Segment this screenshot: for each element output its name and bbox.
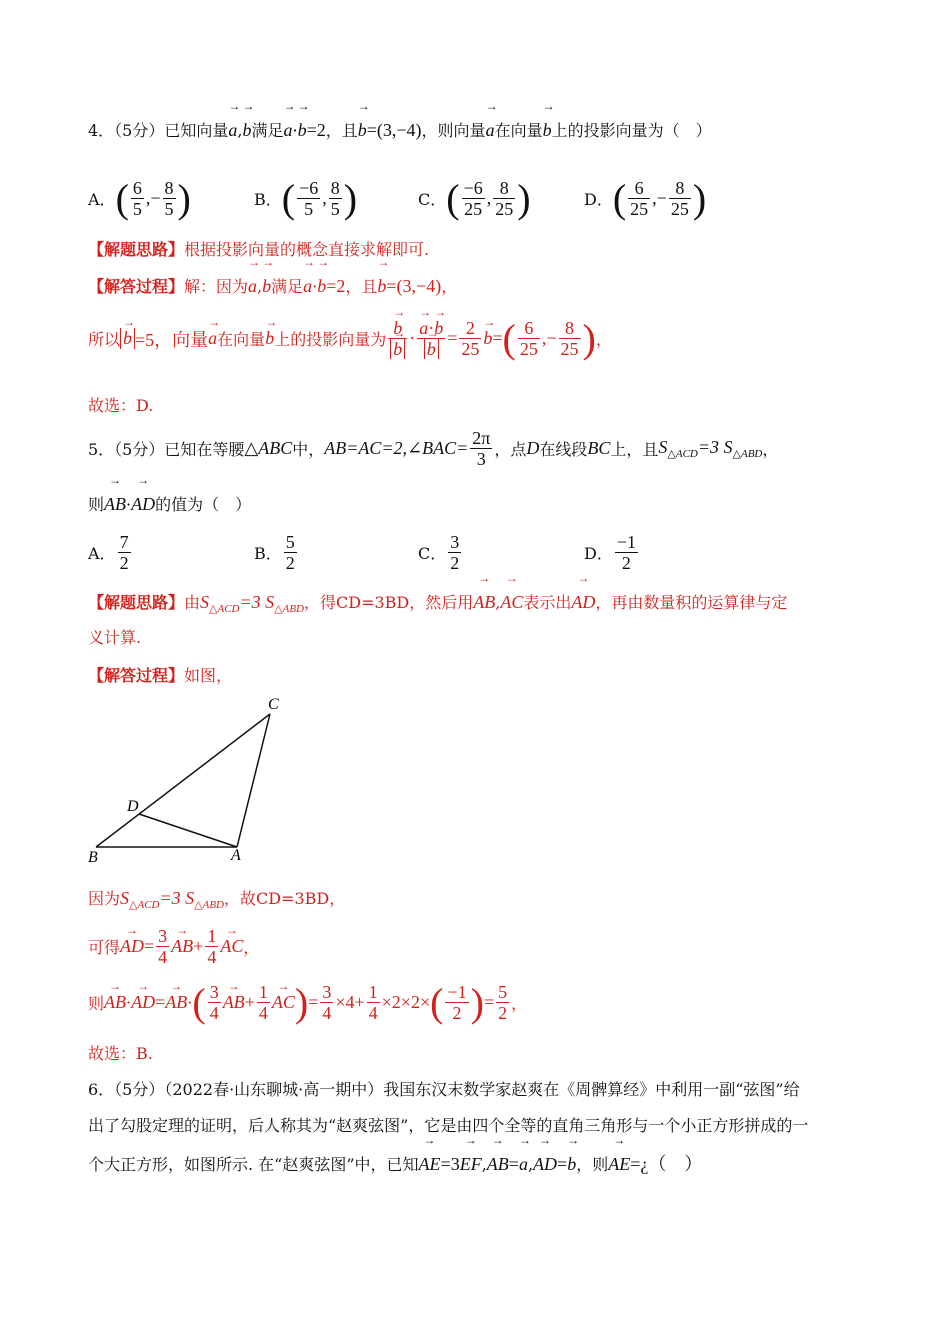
q5-option-a: A． $\frac{7}{2}$ [88, 532, 129, 573]
segment-bc [96, 714, 270, 847]
q5-idea: 【解题思路】由$S_{\triangle ACD}=3$ $S_{\triangle ABD}$，得CD=3BD，然后用→ AB,→ AC表示出→ AD，再由数量积的运算律与定 [88, 584, 868, 627]
q4-answer: 故选：D. [88, 396, 154, 415]
q5-process: 【解答过程】如图， [88, 666, 233, 685]
segment-ac [237, 714, 270, 847]
q4-process-1: 【解答过程】解：因为→ a,→ b满足→ a·→ b=2，且→ b=(3,−4)， [88, 268, 868, 305]
q4-option-a: A． ( $\frac{6}{5}$ ,− $\frac{8}{5}$ ) [88, 175, 191, 221]
q5-answer: 故选：B. [88, 1044, 153, 1063]
label-c: C [268, 696, 279, 713]
q6-stem-2: 出了勾股定理的证明，后人称其为“赵爽弦图”，它是由四个全等的直角三角形与一个小正方形拼成的一 [88, 1116, 809, 1135]
q5-stem-2: 则→ AB·→ AD的值为（ ） [88, 486, 868, 523]
triangle-figure [80, 690, 300, 870]
q5-step-3: 则 → AB · → AD = → AB · ( $\frac{3}{4}$ → AB + $\frac{1}{4}$ → AC ) = $\frac{3}{4}$ ×4+ $\frac{1}{4}$ ×2×2× ( $\frac{-1}{2}$ ) = $\frac{5}{2}$ ， [88, 982, 527, 1023]
q4-idea: 【解题思路】根据投影向量的概念直接求解即可. [88, 240, 430, 259]
q5-option-d: D． $\frac{-1}{2}$ [584, 532, 636, 573]
q4-option-b: B． ( $\frac{-6}{5}$ , $\frac{8}{5}$ ) [254, 175, 358, 221]
label-b: B [88, 849, 98, 866]
q6-stem-1: 6．（5分）（2022春·山东聊城·高一期中）我国东汉末数学家赵爽在《周髀算经》中利用一副“弦图”给 [88, 1080, 800, 1099]
q4-option-d: D． ( $\frac{6}{25}$ ,− $\frac{8}{25}$ ) [584, 175, 707, 221]
q5-step-2: 可得 → AD = $\frac{3}{4}$ → AB + $\frac{1}{4}$ → AC ， [88, 926, 259, 967]
segment-ad [139, 814, 237, 847]
q5-stem: 5．（5分）已知在等腰 △ABC 中， AB=AC=2,∠BAC= $\frac{2\pi}{3}$ ，点 D 在线段 BC 上，且 $S_{\triangle ACD}=3$ $S_{\triangle ABD}$ ， [88, 428, 779, 469]
q5-option-c: C． $\frac{3}{2}$ [418, 532, 460, 573]
label-d: D [127, 798, 139, 815]
label-a: A [231, 847, 241, 864]
q5-step-1: 因为$S_{\triangle ACD}=3$ $S_{\triangle ABD}$，故CD=3BD， [88, 888, 346, 911]
q4-stem: 4．（5分）已知向量→ a,→ b满足→ a·→ b=2，且→ b=(3,−4)，则向量→ a在向量→ b上的投影向量为（ ） [88, 112, 868, 149]
q4-process-2: 所以 → b =5，向量 → a 在向量 → b 上的投影向量为 → b → b · → a·→ b → b = $\frac{2}{25}$ → b = ( $\frac{6}{25}$ ,− $\frac{8}{25}$ ) ， [88, 318, 612, 359]
q5-idea-2: 义计算. [88, 628, 142, 647]
q4-option-c: C． ( $\frac{-6}{25}$ , $\frac{8}{25}$ ) [418, 175, 531, 221]
q5-option-b: B． $\frac{5}{2}$ [254, 532, 295, 573]
q6-stem-3: 个大正方形，如图所示. 在“赵爽弦图”中，已知→ AE=3→ EF,→ AB=→ a,→ AD=→ b，则→ AE=¿（ ） [88, 1146, 868, 1183]
